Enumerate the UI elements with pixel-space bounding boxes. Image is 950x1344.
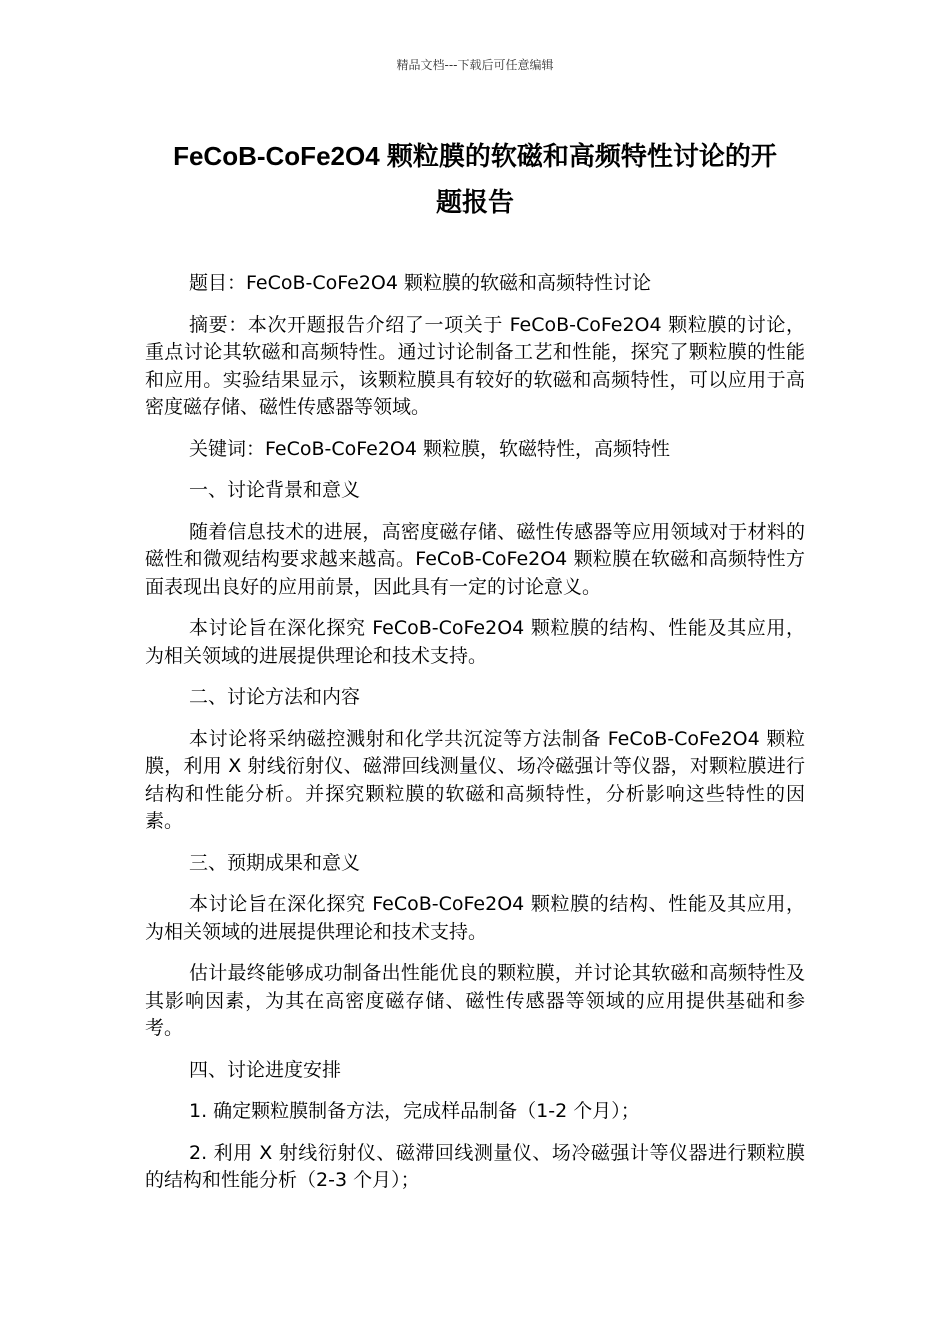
abstract-paragraph: 摘要：本次开题报告介绍了一项关于 FeCoB-CoFe2O4 颗粒膜的讨论，重点讨论其软磁和高频特性。通过讨论制备工艺和性能，探究了颗粒膜的性能和应用。实验结果显示，该颗粒膜具有较好的软磁和高频特性，可以应用于高密度磁存储、磁性传感器等领域。 [145, 313, 805, 418]
background-paragraph-2: 本讨论旨在深化探究 FeCoB-CoFe2O4 颗粒膜的结构、性能及其应用，为相关领域的进展提供理论和技术支持。 [145, 617, 805, 667]
document-title [140, 133, 810, 225]
schedule-item-1: 1. 确定颗粒膜制备方法，完成样品制备（1-2 个月）； [189, 1100, 640, 1122]
section-heading-schedule: 四、讨论进度安排 [189, 1058, 342, 1081]
section-heading-background: 一、讨论背景和意义 [189, 479, 361, 501]
title-line-1: FeCoB-CoFe2O4 颗粒膜的软磁和高频特性讨论的开 [173, 141, 777, 171]
keywords-paragraph: 关键词：FeCoB-CoFe2O4 颗粒膜，软磁特性，高频特性 [189, 437, 671, 460]
page-header: 精品文档---下载后可任意编辑 [396, 58, 554, 72]
document-body [145, 270, 805, 1209]
outcomes-paragraph-1: 本讨论旨在深化探究 FeCoB-CoFe2O4 颗粒膜的结构、性能及其应用，为相关领域的进展提供理论和技术支持。 [145, 893, 805, 943]
section-heading-methods: 二、讨论方法和内容 [189, 686, 361, 708]
methods-paragraph: 本讨论将采纳磁控溅射和化学共沉淀等方法制备 FeCoB-CoFe2O4 颗粒膜，利用 X 射线衍射仪、磁滞回线测量仪、场冷磁强计等仪器，对颗粒膜进行结构和性能分析。并探究颗粒膜的软磁和高频特性，分析影响这些特性的因素。 [145, 727, 805, 832]
schedule-item-2: 2. 利用 X 射线衍射仪、磁滞回线测量仪、场冷磁强计等仪器进行颗粒膜的结构和性能分析（2-3 个月）； [145, 1141, 805, 1191]
title-line-2: 题报告 [435, 187, 514, 217]
topic-paragraph: 题目：FeCoB-CoFe2O4 颗粒膜的软磁和高频特性讨论 [189, 272, 652, 294]
outcomes-paragraph-2: 估计最终能够成功制备出性能优良的颗粒膜，并讨论其软磁和高频特性及其影响因素，为其在高密度磁存储、磁性传感器等领域的应用提供基础和参考。 [145, 962, 805, 1039]
background-paragraph-1: 随着信息技术的进展，高密度磁存储、磁性传感器等应用领域对于材料的磁性和微观结构要求越来越高。FeCoB-CoFe2O4 颗粒膜在软磁和高频特性方面表现出良好的应用前景，因此具有一定的讨论意义。 [145, 520, 805, 598]
section-heading-outcomes: 三、预期成果和意义 [189, 851, 361, 874]
